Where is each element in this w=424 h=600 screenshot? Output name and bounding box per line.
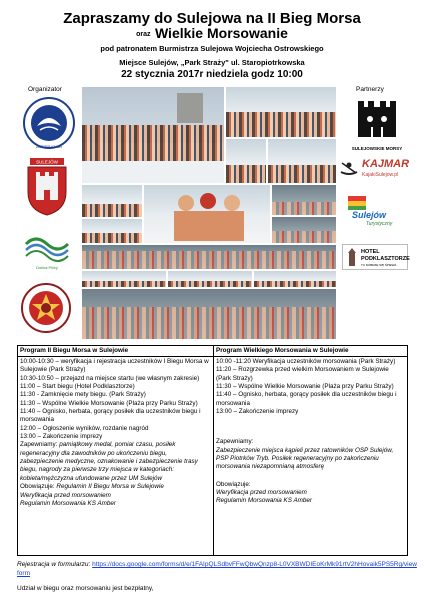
flag-icon <box>348 196 366 210</box>
run-regulations: Regulamin II Biegu Morsa w Sulejowie <box>56 483 164 491</box>
run-program-line: 11:40 – Ognisko, herbata, gorący posiłek dla uczestników biegu i morsowania <box>20 408 201 424</box>
run-program-line: 10:00-10:30 – weryfikacja i rejestracja uczestników I Biegu Morsa w Sulejowie (Park Straży) <box>20 358 209 374</box>
sulejow-crest <box>24 158 70 216</box>
fire-brigade-emblem <box>20 282 72 334</box>
photo-strip-3 <box>254 271 336 287</box>
tower-icon <box>346 248 358 266</box>
run-guarantees-title: Zapewniamy: <box>20 441 58 449</box>
partners-label: Partnerzy <box>356 86 384 93</box>
photo-water-1 <box>272 185 336 215</box>
swim-amber-rules: Regulamin Morsowania KS Amber <box>216 497 313 505</box>
run-program-body <box>18 357 213 509</box>
run-program-column <box>18 346 214 555</box>
sulejowskie-morsy-logo <box>348 97 406 151</box>
oraz-word: oraz <box>136 31 151 38</box>
swim-obligations-title: Obowiązuje: <box>216 480 251 488</box>
amber-club-icon <box>22 96 76 150</box>
run-program-line: 11:30 - Zamknięcie mety biegu. (Park Straży) <box>20 391 146 399</box>
hotel-podklasztorze-logo <box>342 244 408 270</box>
dolina-pilicy-logo <box>22 226 72 272</box>
kajaki-url: KajakiSulejow.pl <box>362 172 399 178</box>
run-amber-rules: Regulamin Morsowania KS Amber <box>20 499 117 507</box>
swim-program-line: 10:00 -11:20 Weryfikacja uczestników morsowania (Park Straży) <box>216 358 396 365</box>
crest-label: SULEJÓW <box>36 159 58 165</box>
kajmar-wordmark: KAJMAR <box>362 158 410 170</box>
photo-warmup <box>82 219 142 243</box>
photo-water-2 <box>272 217 336 243</box>
amber-club-logo <box>22 96 76 150</box>
patronage-line: pod patronatem Burmistrza Sulejowa Wojciecha Ostrowskiego <box>100 44 324 53</box>
run-obligations-title: Obowiązuje: <box>20 483 55 491</box>
run-program-header: Program II Biegu Morsa w Sulejowie <box>18 346 213 357</box>
registration-label: Rejestracja w formularzu: <box>17 561 91 568</box>
location-line: Miejsce Sulejów, „Park Straży" ul. Staropiotrkowska <box>119 58 305 67</box>
hotel-tagline: TU DOBRZE SIĘ ŚPIEWA <box>361 263 397 267</box>
swim-program-header: Program Wielkiego Morsowania w Sulejowie <box>214 346 407 357</box>
swim-program-column <box>214 346 407 555</box>
swim-program-line: 13:00 – Zakończenie imprezy <box>216 408 299 416</box>
kajmar-logo <box>340 158 410 190</box>
dolina-label: Dolina Pilicy <box>36 265 58 270</box>
event-date: 22 stycznia 2017r niedziela godz 10:00 <box>121 69 303 80</box>
swim-verification: Weryfikacja przed morsowaniem <box>216 489 307 497</box>
turystyczny-word: Turystyczny <box>366 221 393 227</box>
page-title: Zapraszamy do Sulejowa na II Bieg Morsa <box>63 10 361 27</box>
photo-runners-park <box>82 185 142 217</box>
photo-crowd-water <box>82 245 336 269</box>
hotel-name: HOTEL PODKLASZTORZE <box>361 249 410 262</box>
subtitle: Wielkie Morsowanie <box>154 25 288 41</box>
swim-guarantees-text: Zabezpieczenie miejsca kąpieli przez ratowników OSP Sulejów, PSP Piotrków Tryb. Posiłek regeneracyjny po zakończeniu morsowania niezapomnianą atmosferę <box>216 446 394 471</box>
photo-swimmers-group <box>144 185 270 243</box>
photo-strip-1 <box>82 271 166 287</box>
run-program-line: 11:30 – Wspólne Wielkie Morsowanie (Plaża przy Parku Straży) <box>20 399 198 407</box>
swim-guarantees-title: Zapewniamy: <box>216 438 254 446</box>
crest-shield-icon <box>24 158 70 216</box>
swim-program-line: 11:40 – Ognisko, herbata, gorący posiłek dla uczestników biegu i morsowania <box>216 391 397 407</box>
free-participation-note: Udział w biegu oraz morsowaniu jest bezpłatny, <box>17 585 154 592</box>
photo-runners-snow-2 <box>268 139 336 183</box>
run-program-line: 13:00 – Zakończenie imprezy <box>20 433 103 441</box>
run-program-line: 11:00 – Start biegu (Hotel Podklasztorze) <box>20 383 135 391</box>
program-table <box>17 345 408 556</box>
photo-building <box>177 93 203 123</box>
swim-program-line: 11:30 – Wspólne Wielkie Morsowanie (Plaża przy Parku Straży) <box>216 383 394 391</box>
morsy-label: SULEJOWSKIE MORSY <box>351 146 403 151</box>
sulejow-wordmark: Sulejów <box>352 210 387 220</box>
run-guarantees-text: pamiątkowy medal, pomiar czasu, posiłek regeneracyjny dla zawodników po ukończeniu biegu, zabezpieczenie medyczne, oznakowanie i zabezpieczenie trasy biegu, nagrody za pierwsze trzy miejsca w kategoriach: kobieta/mężczyzna ufundowane przez UM Sulejów <box>20 441 198 482</box>
kayaker-icon <box>340 160 358 178</box>
subtitle-line <box>0 25 424 43</box>
run-verification: Weryfikacja przed morsowaniem <box>20 491 111 499</box>
swim-program-body <box>214 357 407 507</box>
amber-logo-text: AMBER KLUB <box>36 144 62 149</box>
run-guarantees <box>20 441 211 483</box>
run-obligations <box>20 483 211 491</box>
fire-brigade-icon <box>20 282 72 334</box>
registration-link[interactable]: https://docs.google.com/forms/d/e/1FAIpQLSdbvFFwQbwQnzp8-L0VXBWDIEoKrMk91rtV2hHovaik5PS5Rg/viewform <box>17 561 417 577</box>
registration-line <box>17 560 417 578</box>
walrus-castle-icon <box>348 97 406 141</box>
organizer-label: Organizator <box>28 86 62 93</box>
swim-program-line: 11:20 – Rozgrzewka przed wielkim Morsowaniem w Sulejowie (Park Straży) <box>216 366 389 382</box>
photo-strip-2 <box>168 271 252 287</box>
photo-run-start <box>82 87 224 183</box>
dolina-wave-icon <box>22 226 72 272</box>
photo-runner-snow-1 <box>226 139 266 183</box>
photo-swimmers-shore <box>226 87 336 137</box>
sulejow-turystyczny-logo <box>348 196 406 232</box>
run-program-line: 10:30-10:50 – przejazd na miejsce startu (we własnym zakresie) <box>20 374 200 382</box>
photo-mass-swim <box>82 289 336 339</box>
run-program-line: 12:00 – Ogłoszenie wyników, rozdanie nagród <box>20 424 149 432</box>
